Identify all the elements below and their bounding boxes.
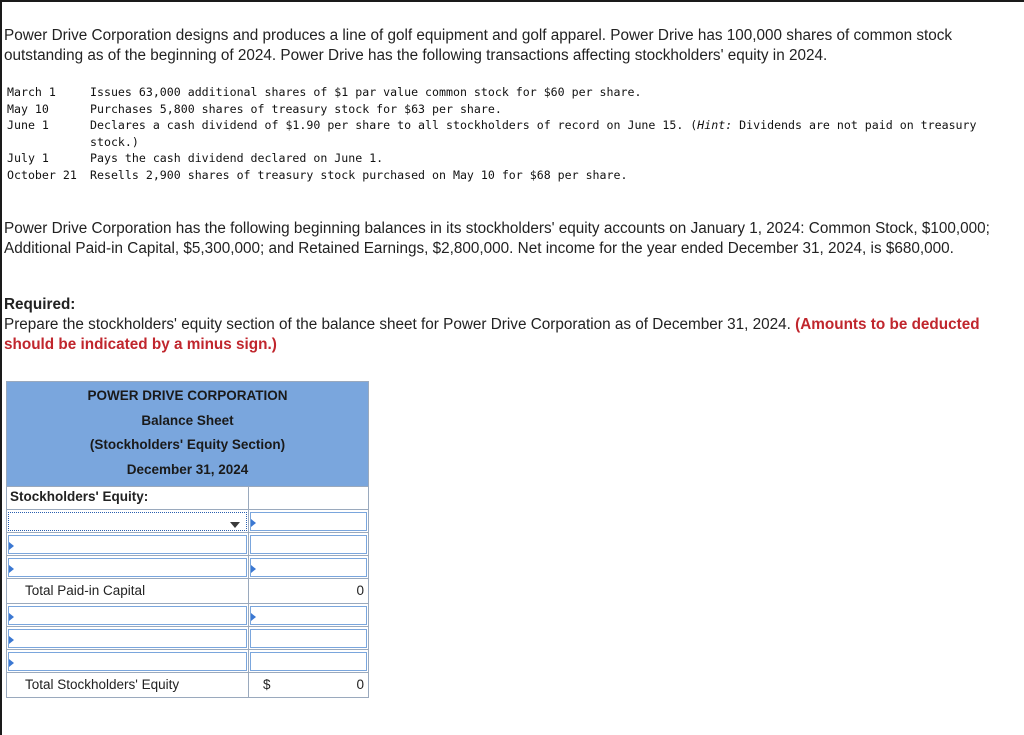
company-name: POWER DRIVE CORPORATION [87,388,288,403]
statement-date: December 31, 2024 [126,461,249,477]
equity-heading-row [7,486,368,509]
total-paid-in-label: Total Paid-in Capital [25,583,146,598]
transaction-desc-main: Declares a cash dividend of $1.90 per share to all stockholders of record on June 15. [90,118,684,133]
input-marker-icon [9,542,14,550]
input-marker-icon [251,613,256,621]
problem-intro: Power Drive Corporation designs and produces a line of golf equipment and golf apparel. Power Drive has 100,000 shares of common stock outstanding as of the beginning of 2024. Power Drive has the following transactions affecting stockholders' equity in 2024. [4,27,953,64]
transaction-date: July 1 [7,151,49,166]
total-equity-label: Total Stockholders' Equity [25,677,180,692]
currency-symbol: $ [263,677,271,692]
amount-input[interactable] [250,558,367,577]
required-text [4,315,1016,355]
input-marker-icon [9,565,14,573]
required-note: (Amounts to be deducted should be indicated by a minus sign.) [4,316,980,353]
input-marker-icon [251,565,256,573]
balance-sheet-form [6,381,369,698]
hint-text: Dividends are not paid on treasury stock.) [90,118,977,149]
account-row [7,649,368,672]
transaction-desc: Declares a cash dividend of $1.90 per share to all stockholders of record on June 15. (Hint: Dividends are not paid on treasury stock.) [90,118,977,149]
required-instruction: Prepare the stockholders' equity section of the balance sheet for Power Drive Corporation as of December 31, 2024. [4,316,796,333]
amount-input[interactable] [250,606,367,625]
transaction-desc: Pays the cash dividend declared on June 1. [90,151,384,166]
transaction-list [7,84,1017,184]
section-title: (Stockholders' Equity Section) [89,437,286,452]
transaction-row [7,84,1017,101]
total-paid-in-row [7,578,368,603]
transaction-desc: Resells 2,900 shares of treasury stock purchased on May 10 for $68 per share. [90,167,628,182]
equity-heading: Stockholders' Equity: [10,489,149,504]
account-row [7,626,368,649]
account-row [7,509,368,532]
transaction-date: June 1 [7,118,49,133]
total-paid-in-value: 0 [356,583,364,598]
input-marker-icon [9,659,14,667]
sheet-header [7,382,368,486]
amount-input[interactable] [250,652,367,671]
total-equity-row [7,672,368,697]
statement-title: Balance Sheet [141,412,234,428]
transaction-row [7,101,1017,118]
total-equity-value: 0 [356,677,364,692]
transaction-row [7,117,1017,150]
amount-input[interactable] [250,629,367,648]
input-marker-icon [9,613,14,621]
account-dropdown[interactable] [8,535,247,554]
transaction-desc: Issues 63,000 additional shares of $1 par value common stock for $60 per share. [90,85,642,99]
required-heading: Required: [4,296,76,313]
account-row [7,603,368,626]
transaction-date: May 10 [7,101,49,116]
transaction-row [7,167,1017,184]
chevron-down-icon [230,522,240,528]
account-dropdown[interactable] [8,629,247,648]
account-dropdown[interactable] [8,558,247,577]
transaction-row [7,150,1017,167]
account-row [7,532,368,555]
account-row [7,555,368,578]
transaction-date: March 1 [7,85,56,99]
amount-input[interactable] [250,512,367,531]
hint-label: Hint: [697,118,733,133]
input-marker-icon [9,636,14,644]
account-dropdown[interactable] [8,512,247,531]
account-dropdown[interactable] [8,652,247,671]
account-dropdown[interactable] [8,606,247,625]
beginning-balances: Power Drive Corporation has the following beginning balances in its stockholders' equity accounts on January 1, 2024: Common Stock, $100,000; Additional Paid-in Capital, $5,300,000; and Retained Earnings, $2,800,000. Net income for the year ended December 31, 2024, is $680,000. [4,220,990,257]
input-marker-icon [251,519,256,527]
amount-input[interactable] [250,535,367,554]
transaction-desc: Purchases 5,800 shares of treasury stock for $63 per share. [90,101,502,116]
transaction-date: October 21 [7,167,77,182]
